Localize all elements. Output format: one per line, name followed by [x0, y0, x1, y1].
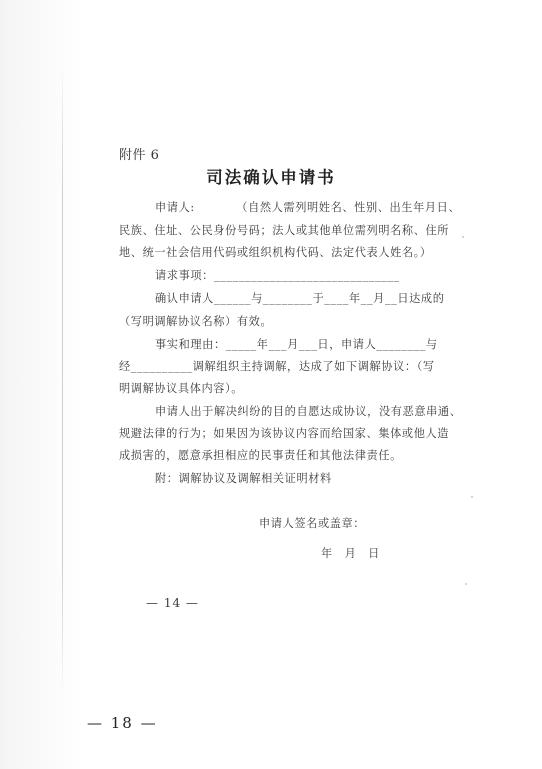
request-items-line: 请求事项：______________________________ [155, 269, 400, 282]
applicant-line-1: 申请人: （自然人需列明姓名、性别、出生年月日、 [155, 201, 461, 214]
document-title: 司法确认申请书 [206, 168, 336, 187]
declaration-line-3: 成损害的，愿意承担相应的民事责任和其他法律责任。 [119, 449, 402, 462]
facts-line-1: 事实和理由：_____年___月___日，申请人________与 [155, 338, 438, 351]
signature-label: 申请人签名或盖章： [259, 517, 366, 530]
confirm-line-2: （写明调解协议名称）有效。 [119, 315, 273, 328]
declaration-line-1: 申请人出于解决纠纷的目的自愿达成协议，没有恶意串通、 [155, 405, 462, 418]
inner-page-number: — 14 — [146, 596, 199, 610]
declaration-line-2: 规避法律的行为；如果因为该协议内容而给国家、集体或他人造 [119, 427, 450, 440]
applicant-line-2: 民族、住址、公民身份号码；法人或其他单位需列明名称、住所 [119, 224, 450, 237]
date-line: 年 月 日 [321, 547, 380, 560]
attachment-label: 附件 6 [119, 148, 160, 163]
scan-speck [471, 496, 473, 498]
scan-speck [465, 583, 467, 585]
scan-speck [462, 236, 464, 238]
attachments-line: 附：调解协议及调解相关证明材料 [155, 472, 332, 485]
facts-line-2: 经__________调解组织主持调解，达成了如下调解协议：（写 [119, 360, 435, 373]
facts-line-3: 明调解协议具体内容）。 [119, 382, 244, 395]
outer-page-number: — 18 — [87, 714, 158, 732]
applicant-line-3: 地、统一社会信用代码或组织机构代码、法定代表人姓名。） [119, 246, 432, 259]
confirm-line-1: 确认申请人______与________于____年__月__日达成的 [155, 292, 445, 305]
